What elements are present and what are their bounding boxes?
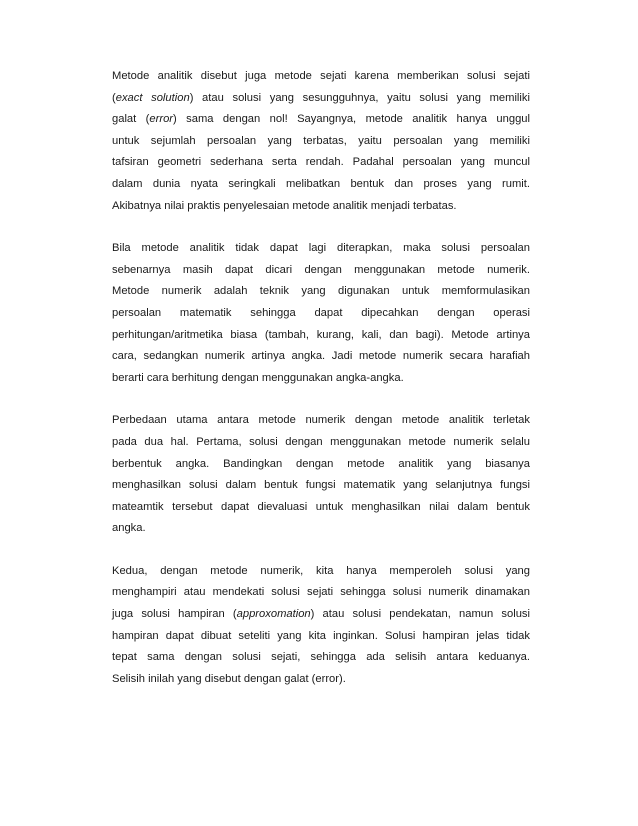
- text-line: [112, 647, 530, 669]
- text-segment: angka.: [112, 522, 146, 535]
- text-segment: berarti cara berhitung dengan menggunakan angka-angka.: [112, 371, 404, 384]
- text-line: [112, 88, 530, 110]
- text-segment: pada dua hal. Pertama, solusi dengan menggunakan metode numerik selalu: [112, 435, 530, 448]
- text-segment: sebenarnya masih dapat dicari dengan menggunakan metode numerik.: [112, 263, 530, 276]
- text-segment: untuk sejumlah persoalan yang terbatas, yaitu persoalan yang memiliki: [112, 134, 530, 147]
- italic-term: approxomation: [236, 608, 311, 621]
- text-line: [112, 626, 530, 648]
- text-segment: menghampiri atau mendekati solusi sejati sehingga solusi numerik dinamakan: [112, 586, 530, 599]
- text-segment: dalam dunia nyata seringkali melibatkan bentuk dan proses yang rumit.: [112, 177, 530, 190]
- text-segment: ) atau solusi yang sesungguhnya, yaitu solusi yang memiliki: [189, 91, 530, 104]
- text-line: [112, 454, 530, 476]
- text-segment: ) atau solusi pendekatan, namun solusi: [310, 608, 530, 621]
- text-line: [112, 325, 530, 347]
- text-line: [112, 346, 530, 368]
- text-segment: (: [112, 91, 116, 104]
- text-line: [112, 582, 530, 604]
- text-segment: juga solusi hampiran (: [112, 608, 237, 621]
- text-line: [112, 238, 530, 260]
- text-segment: perhitungan/aritmetika biasa (tambah, kurang, kali, dan bagi). Metode artinya: [112, 328, 530, 341]
- text-line: [112, 196, 530, 218]
- text-line: [112, 497, 530, 519]
- text-segment: menghasilkan solusi dalam bentuk fungsi matematik yang selanjutnya fungsi: [112, 479, 530, 492]
- text-segment: Akibatnya nilai praktis penyelesaian metode analitik menjadi terbatas.: [112, 199, 457, 212]
- text-segment: hampiran dapat dibuat seteliti yang kita inginkan. Solusi hampiran jelas tidak: [112, 629, 530, 642]
- paragraph-4: [112, 561, 530, 691]
- text-line: [112, 131, 530, 153]
- paragraph-2: [112, 238, 530, 389]
- text-line: [112, 281, 530, 303]
- text-segment: tafsiran geometri sederhana serta rendah. Padahal persoalan yang muncul: [112, 156, 530, 169]
- paragraph-1: [112, 66, 530, 217]
- text-segment: Bila metode analitik tidak dapat lagi diterapkan, maka solusi persoalan: [112, 242, 530, 255]
- text-line: [112, 669, 530, 691]
- italic-term: exact solution: [115, 91, 190, 104]
- text-line: [112, 109, 530, 131]
- text-segment: tepat sama dengan solusi sejati, sehingga ada selisih antara keduanya.: [112, 651, 530, 664]
- text-segment: cara, sedangkan numerik artinya angka. Jadi metode numerik secara harafiah: [112, 350, 530, 363]
- text-line: [112, 174, 530, 196]
- text-line: [112, 432, 530, 454]
- text-segment: Metode analitik disebut juga metode sejati karena memberikan solusi sejati: [112, 70, 530, 82]
- text-segment: persoalan matematik sehingga dapat dipecahkan dengan operasi: [112, 306, 530, 319]
- text-line: [112, 561, 530, 583]
- text-line: [112, 152, 530, 174]
- text-segment: Perbedaan utama antara metode numerik dengan metode analitik terletak: [112, 414, 530, 427]
- text-segment: Kedua, dengan metode numerik, kita hanya memperoleh solusi yang: [112, 564, 530, 577]
- text-segment: Selisih inilah yang disebut dengan galat (error).: [112, 672, 346, 685]
- text-segment: Metode numerik adalah teknik yang digunakan untuk memformulasikan: [112, 285, 530, 298]
- document-body: [112, 66, 530, 690]
- paragraph-3: [112, 410, 530, 540]
- italic-term: error: [149, 113, 174, 126]
- text-segment: galat (: [112, 113, 150, 126]
- text-line: [112, 604, 530, 626]
- text-line: [112, 475, 530, 497]
- text-segment: mateamtik tersebut dapat dievaluasi untuk menghasilkan nilai dalam bentuk: [112, 500, 530, 513]
- text-line: [112, 260, 530, 282]
- text-segment: ) sama dengan nol! Sayangnya, metode analitik hanya unggul: [173, 113, 531, 126]
- text-line: [112, 518, 530, 540]
- text-segment: berbentuk angka. Bandingkan dengan metode analitik yang biasanya: [112, 457, 530, 470]
- text-line: [112, 410, 530, 432]
- text-line: [112, 368, 530, 390]
- text-line: [112, 66, 530, 88]
- text-line: [112, 303, 530, 325]
